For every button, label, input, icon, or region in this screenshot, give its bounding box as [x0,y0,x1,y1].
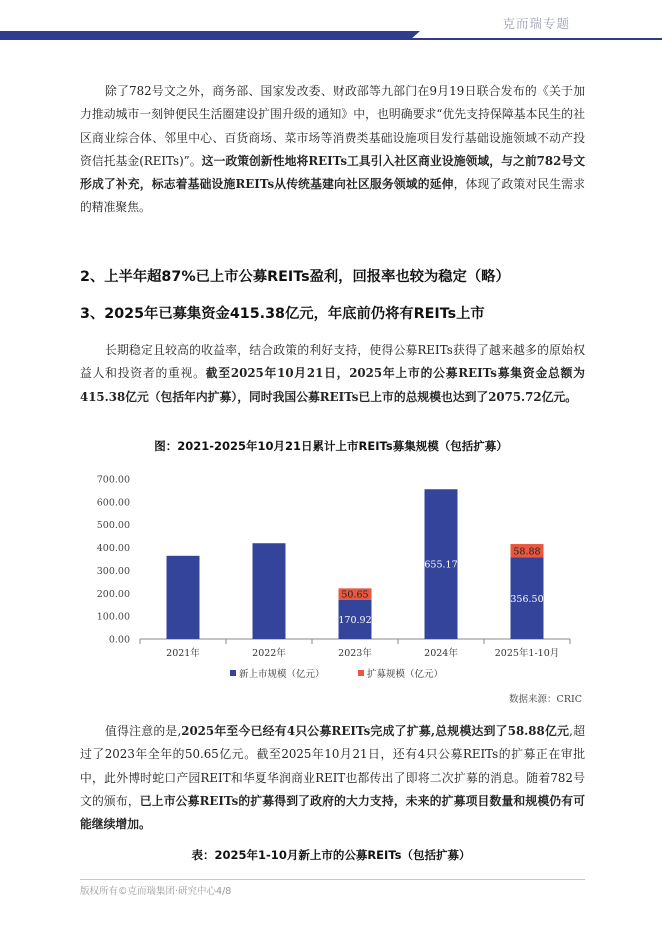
y-tick-label-4: 400.00 [96,543,130,555]
paragraph-policy-text: 除了782号文之外，商务部、国家发改委、财政部等九部门在9月19日联合发布的《关于加力推动城市一刻钟便民生活圈建设扩围升级的通知》中，也明确要求“优先支持保障基本民生的社区商业综合体、邻里中心、百货商场、菜市场等消费类基础设施项目发行基础设施领域不动产投资信托基金(REITs)”。 [80,84,585,168]
table-caption: 表：2025年1-10月新上市的公募REITs（包括扩募） [191,848,471,862]
data-source: 数据来源：CRIC [509,694,582,705]
y-tick-label-1: 100.00 [96,611,130,623]
y-tick-label-3: 300.00 [96,565,130,577]
paragraph-policy-bold: 这一政策创新性地将REITs工具引入社区商业设施领域，与之前782号文形成了补充，标志着基础设施REITs从传统基建向社区服务领域的延伸 [80,153,585,192]
paragraph-expansion-bold-2: 已上市公募REITs的扩募得到了政府的大力支持，未来的扩募项目数量和规模仍有可能继续增加。 [80,793,585,832]
footer-text: 版权所有©克而瑞集团·研究中心4/8 [80,886,232,897]
x-tick-label-4: 2025年1-10月 [494,648,560,659]
y-tick-label-0: 0.00 [108,634,130,646]
legend-swatch-1 [358,670,364,676]
bar-0-0 [167,556,200,639]
bar-label-1-2: 50.65 [341,589,369,601]
legend-label-1: 扩募规模（亿元） [367,669,444,680]
bar-label-0-4: 356.50 [510,593,544,605]
paragraph-expansion-text-1: 值得注意的是, [105,724,182,738]
x-tick-label-2: 2023年 [338,648,372,659]
y-tick-label-6: 600.00 [96,497,130,509]
paragraph-expansion [80,720,585,836]
paragraph-fundraising-bold: 截至2025年10月21日，2025年上市的公募REITs募集资金总额为415.38亿元（包括年内扩募），同时我国公募REITs已上市的总规模也达到了2075.72亿元。 [80,366,585,404]
paragraph-fundraising-text: 长期稳定且较高的收益率，结合政策的利好支持，使得公募REITs获得了越来越多的原始权益人和投资者的重视。 [80,343,585,381]
header-bar [0,31,662,40]
paragraph-expansion-bold-1: 2025年至今已经有4只公募REITs完成了扩募,总规模达到了58.88亿元 [181,724,570,738]
bar-0-1 [253,543,286,639]
chart-caption: 图：2021-2025年10月21日累计上市REITs募集规模（包括扩募） [154,439,508,453]
header-bar-dark [0,31,410,40]
paragraph-expansion-text-2: ,超过了2023年全年的50.65亿元。截至2025年10月21日，还有4只公募REITs的扩募正在审批中，此外博时蛇口产园REIT和华夏华润商业REIT也都传出了即将二次扩募的消息。随着782号文的颁布， [80,724,585,808]
y-tick-label-5: 500.00 [96,520,130,532]
legend-swatch-0 [230,670,236,676]
footer-divider [80,879,585,880]
header-bar-thin [410,38,662,40]
y-tick-label-7: 700.00 [96,474,130,486]
bar-label-1-4: 58.88 [513,546,541,558]
legend-label-0: 新上市规模（亿元） [239,669,325,680]
paragraph-fundraising [80,339,585,409]
paragraph-policy [80,80,585,220]
x-tick-label-3: 2024年 [424,648,458,659]
bar-label-0-3: 655.17 [424,559,458,571]
y-tick-label-2: 200.00 [96,588,130,600]
x-tick-label-0: 2021年 [166,648,200,659]
section-heading-3: 3、2025年已募集资金415.38亿元，年底前仍将有REITs上市 [80,306,485,322]
bar-chart [80,462,585,690]
paragraph-policy-tail: ，体现了政策对民生需求的精准聚焦。 [80,177,585,215]
section-heading-2: 2、上半年超87%已上市公募REITs盈利，回报率也较为稳定（略） [80,269,510,285]
bar-label-0-2: 170.92 [338,614,372,626]
x-tick-label-1: 2022年 [252,648,286,659]
header-title: 克而瑞专题 [502,16,570,31]
